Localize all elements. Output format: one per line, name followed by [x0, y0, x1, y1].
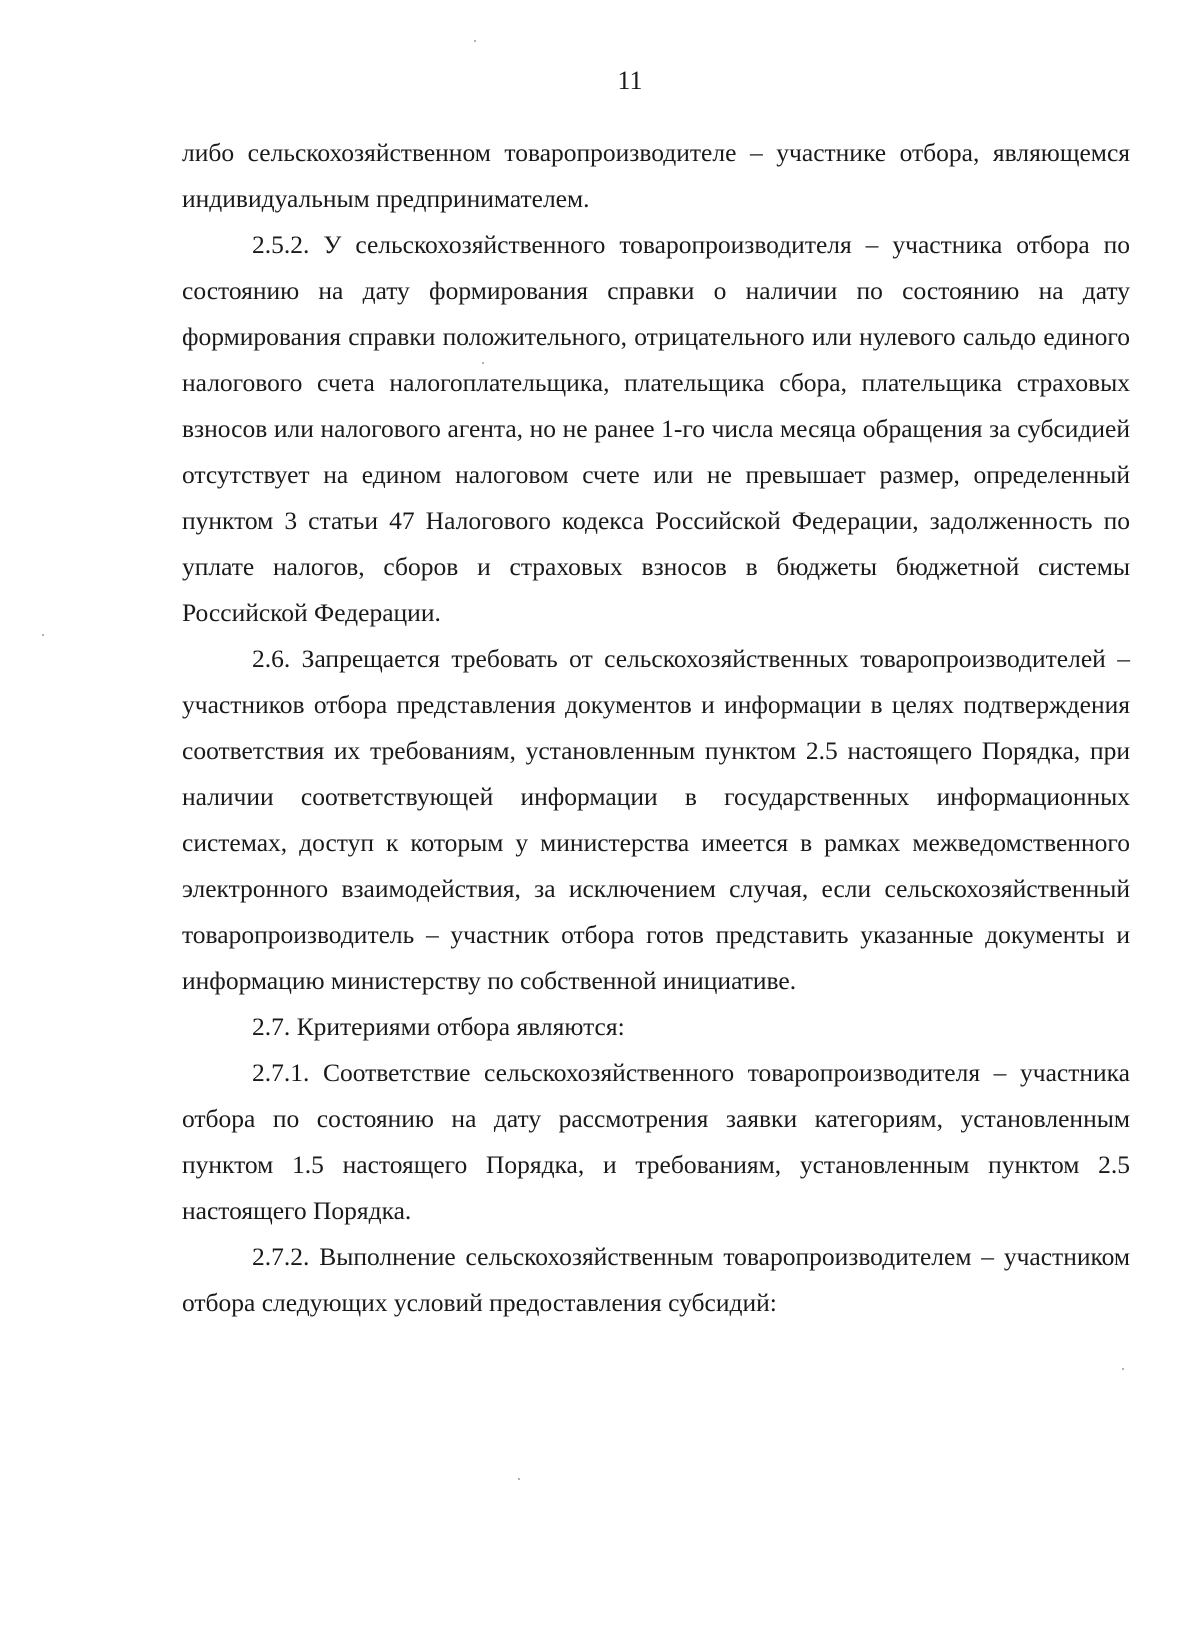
scan-speck: [474, 40, 476, 42]
scan-speck: [482, 362, 484, 364]
paragraph-continuation: либо сельскохозяйственном товаропроизводителе – участнике отбора, являющемся индивидуальным предпринимателем.: [182, 138, 1130, 213]
paragraph-2-5-2: 2.5.2. У сельскохозяйственного товаропроизводителя – участника отбора по состоянию на дату формирования справки о наличии по состоянию на дату формирования справки положительного, отрицательного или нулевого сальдо единого налогового счета налогоплательщика, плательщика сбора, плательщика страховых взносов или налогового агента, но не ранее 1-го числа месяца обращения за субсидией отсутствует на едином налоговом счете или не превышает размер, определенный пунктом 3 статьи 47 Налогового кодекса Российской Федерации, задолженность по уплате налогов, сборов и страховых взносов в бюджеты бюджетной системы Российской Федерации.: [182, 230, 1130, 627]
paragraph-2-7: 2.7. Критериями отбора являются:: [252, 1012, 625, 1041]
scan-speck: [518, 1478, 520, 1480]
paragraph-2-7-2: 2.7.2. Выполнение сельскохозяйственным товаропроизводителем – участником отбора следующих условий предоставления субсидий:: [182, 1242, 1130, 1317]
scan-speck: [42, 634, 44, 636]
page-number: 11: [617, 66, 643, 95]
scan-speck: [1122, 1368, 1124, 1370]
document-body: [182, 130, 1130, 1326]
paragraph-2-7-1: 2.7.1. Соответствие сельскохозяйственного товаропроизводителя – участника отбора по состоянию на дату рассмотрения заявки категориям, установленным пунктом 1.5 настоящего Порядка, и требованиям, установленным пунктом 2.5 настоящего Порядка.: [182, 1058, 1130, 1225]
paragraph-2-6: 2.6. Запрещается требовать от сельскохозяйственных товаропроизводителей – участников отбора представления документов и информации в целях подтверждения соответствия их требованиям, установленным пунктом 2.5 настоящего Порядка, при наличии соответствующей информации в государственных информационных системах, доступ к которым у министерства имеется в рамках межведомственного электронного взаимодействия, за исключением случая, если сельскохозяйственный товаропроизводитель – участник отбора готов представить указанные документы и информацию министерству по собственной инициативе.: [182, 644, 1130, 995]
